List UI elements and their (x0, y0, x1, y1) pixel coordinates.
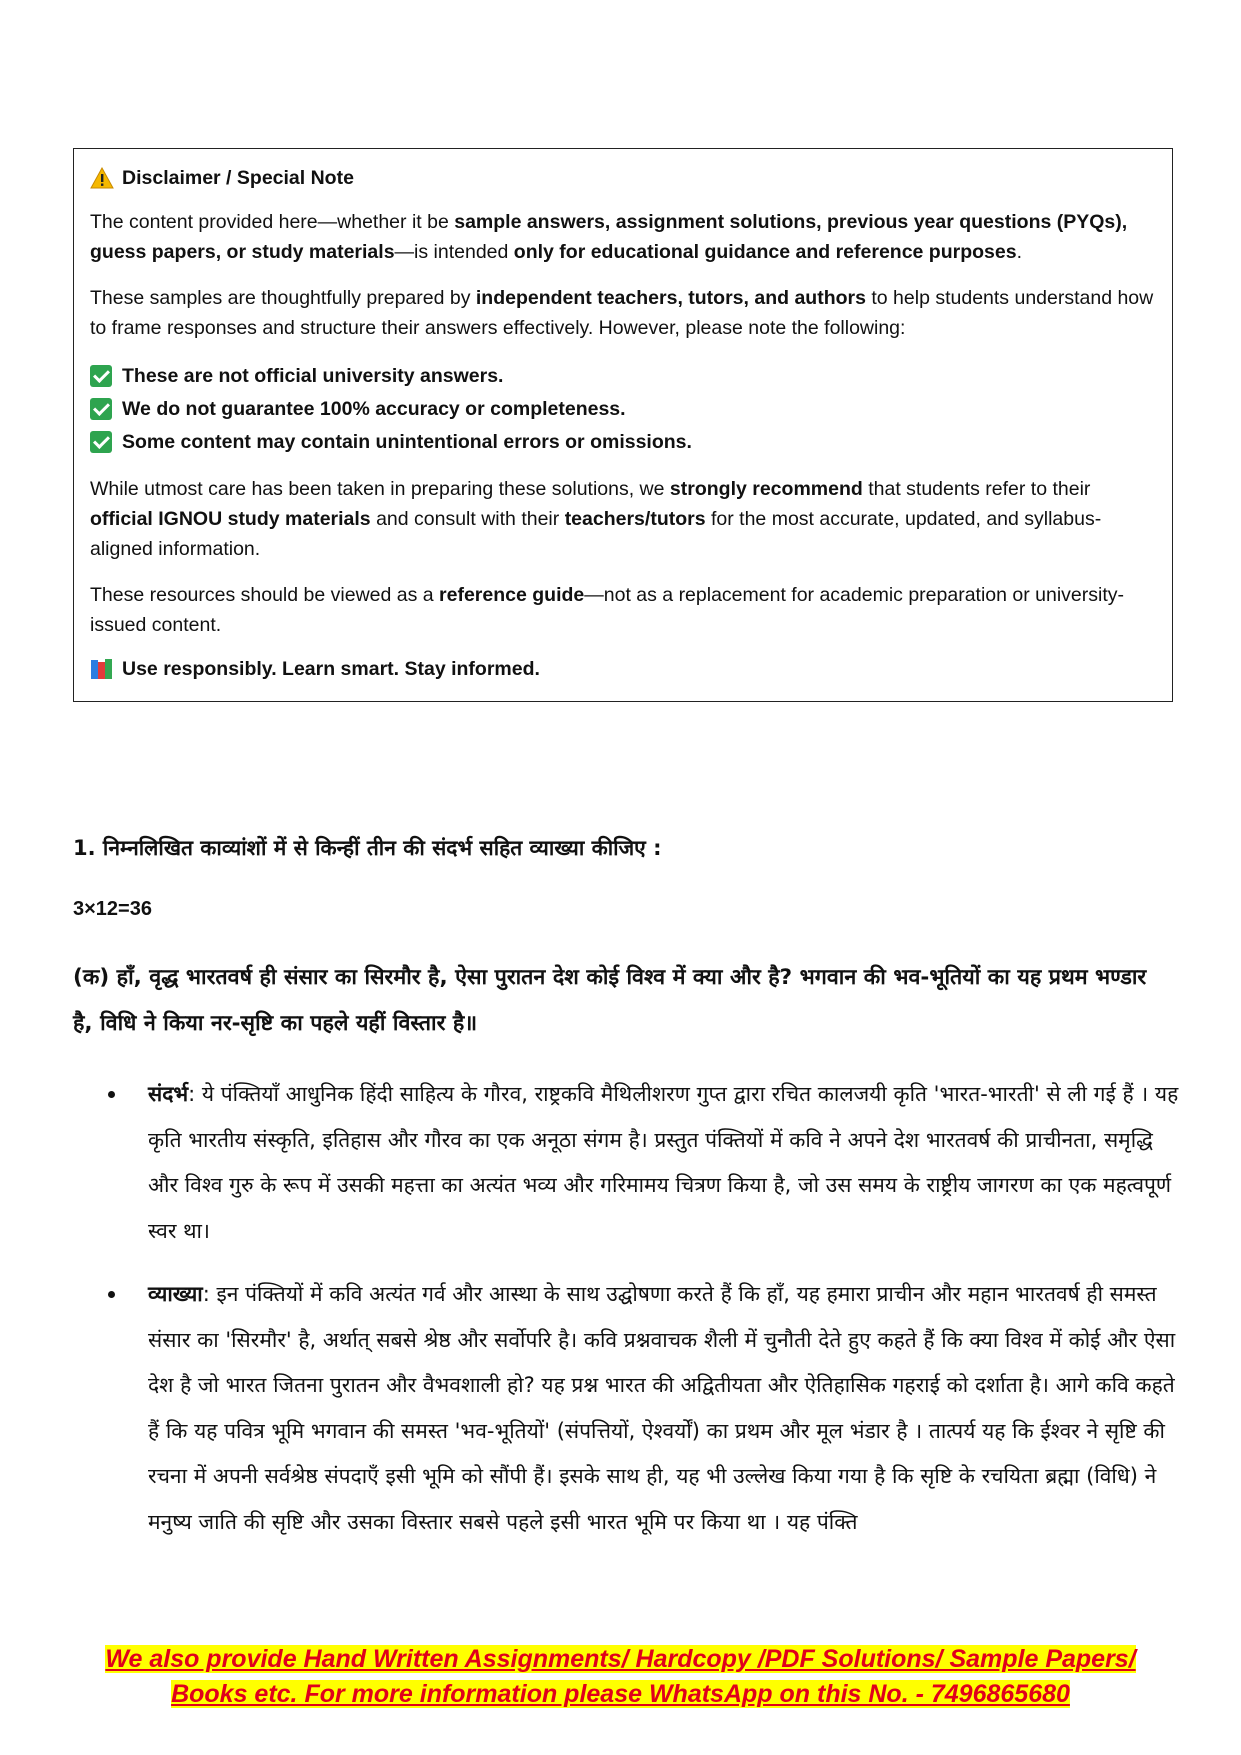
verse-text: (क) हाँ, वृद्ध भारतवर्ष ही संसार का सिरमौर है, ऐसा पुरातन देश कोई विश्व में क्या और है? भगवान की भव-भूतियों का यह प्रथम भण्डार है, विधि ने किया नर-सृष्टि का पहले यहीं विस्तार है॥ (73, 965, 1147, 1036)
disclaimer-paragraph-3: While utmost care has been taken in preparing these solutions, we strongly recommend that students refer to their official IGNOU study materials and consult with their teachers/tutors for the most accurate, updated, and syllabus-aligned information. (90, 478, 1102, 560)
check-item: These are not official university answers. (90, 359, 1156, 392)
promo-line-1: We also provide Hand Written Assignments/ Hardcopy /PDF Solutions/ Sample Papers/ (105, 1645, 1136, 1673)
promo-line-2: Books etc. For more information please WhatsApp on this No. - 7496865680 (171, 1680, 1070, 1708)
disclaimer-paragraph-2: These samples are thoughtfully prepared by independent teachers, tutors, and authors to help students understand how to frame responses and structure their answers effectively. However, please note the following: (90, 287, 1154, 339)
checklist (90, 359, 1156, 458)
list-item: संदर्भ: ये पंक्तियाँ आधुनिक हिंदी साहित्य के गौरव, राष्ट्रकवि मैथिलीशरण गुप्त द्वारा रचित कालजयी कृति 'भारत-भारती' से ली गई हैं । यह कृति भारतीय संस्कृति, इतिहास और गौरव का एक अनूठा संगम है। प्रस्तुत पंक्तियों में कवि ने अपने देश भारतवर्ष की प्राचीनता, समृद्धि और विश्व गुरु के रूप में उसकी महत्ता का अत्यंत भव्य और गरिमामय चित्रण किया है, जो उस समय के राष्ट्रीय जागरण का एक महत्वपूर्ण स्वर था। (108, 1072, 1183, 1254)
disclaimer-heading: Disclaimer / Special Note (90, 163, 1156, 193)
answer-list (108, 1072, 1183, 1563)
disclaimer-paragraph-4: These resources should be viewed as a reference guide—not as a replacement for academic preparation or university-issued content. (90, 584, 1125, 636)
disclaimer-box (73, 148, 1173, 702)
checkmark-icon (90, 398, 112, 420)
question-title: 1. निम्नलिखित काव्यांशों में से किन्हीं तीन की संदर्भ सहित व्याख्या कीजिए : (73, 836, 662, 860)
promo-footer (0, 1642, 1241, 1712)
list-item: व्याख्या: इन पंक्तियों में कवि अत्यंत गर्व और आस्था के साथ उद्घोषणा करते हैं कि हाँ, यह हमारा प्राचीन और महान भारतवर्ष ही समस्त संसार का 'सिरमौर' है, अर्थात् सबसे श्रेष्ठ और सर्वोपरि है। कवि प्रश्नवाचक शैली में चुनौती देते हुए कहते हैं कि क्या विश्व में कोई और ऐसा देश है जो भारत जितना पुरातन और वैभवशाली हो? यह प्रश्न भारत की अद्वितीयता और ऐतिहासिक गहराई को दर्शाता है। आगे कवि कहते हैं कि यह पवित्र भूमि भगवान की समस्त 'भव-भूतियों' (संपत्तियों, ऐश्वर्यों) का प्रथम और मूल भंडार है । तात्पर्य यह कि ईश्वर ने सृष्टि की रचना में अपनी सर्वश्रेष्ठ संपदाएँ इसी भूमि को सौंपी हैं। इसके साथ ही, यह भी उल्लेख किया गया है कि सृष्टि के रचयिता ब्रह्मा (विधि) ने मनुष्य जाति की सृष्टि और उसका विस्तार सबसे पहले इसी भारत भूमि पर किया था । यह पंक्ति (108, 1272, 1183, 1545)
check-item: We do not guarantee 100% accuracy or completeness. (90, 392, 1156, 425)
checkmark-icon (90, 365, 112, 387)
checkmark-icon (90, 431, 112, 453)
question-marks: 3×12=36 (73, 898, 152, 920)
check-item: Some content may contain unintentional errors or omissions. (90, 425, 1156, 458)
bullet-label: व्याख्या (148, 1282, 203, 1306)
disclaimer-footer-line: Use responsibly. Learn smart. Stay informed. (90, 654, 1156, 684)
disclaimer-paragraph-1: The content provided here—whether it be sample answers, assignment solutions, previous year questions (PYQs), guess papers, or study materials—is intended only for educational guidance and reference purposes. (90, 211, 1128, 263)
books-icon (90, 658, 114, 680)
warning-icon (90, 167, 114, 189)
bullet-label: संदर्भ (148, 1082, 189, 1106)
